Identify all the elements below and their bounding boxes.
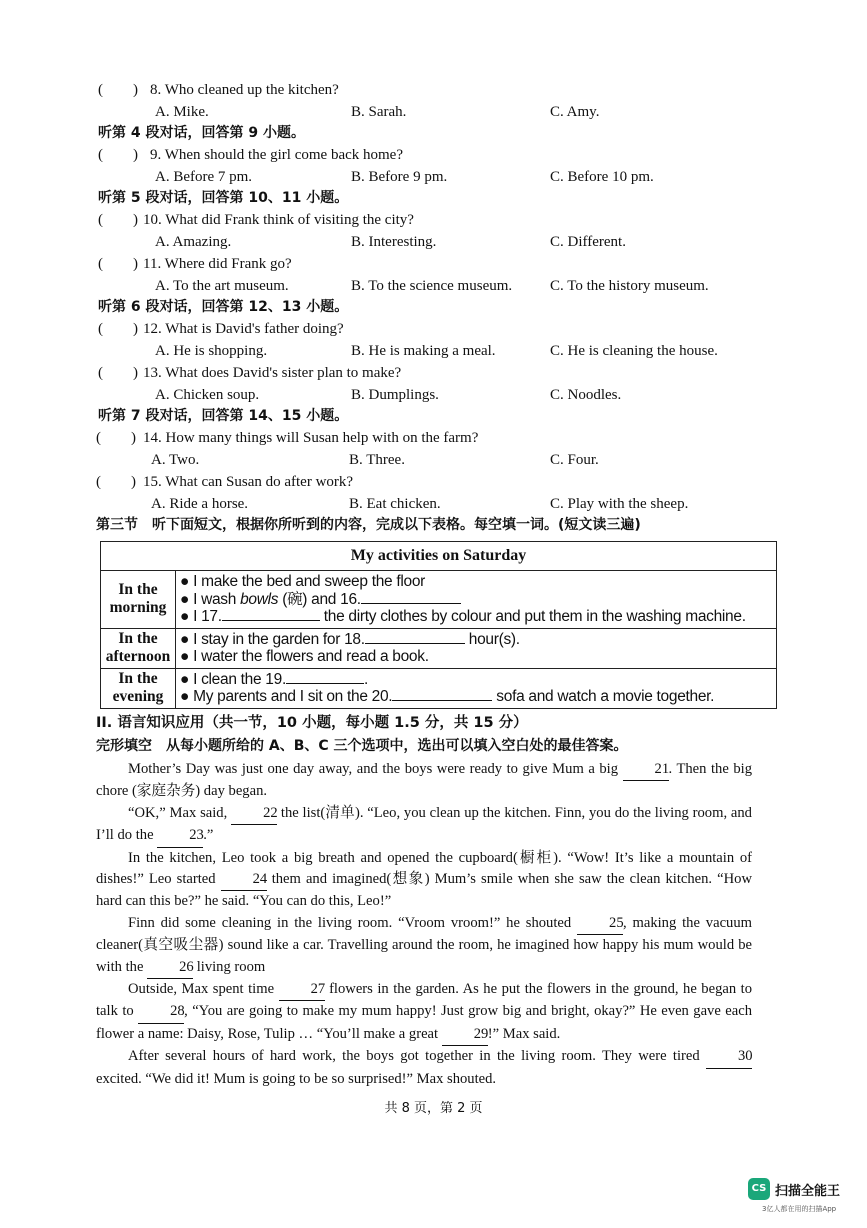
question-text: 10. What did Frank think of visiting the city?	[143, 212, 414, 228]
question-10	[98, 210, 414, 230]
afternoon-label: In the afternoon	[101, 628, 176, 668]
paragraph: “OK,” Max said, 22 the list(清单). “Leo, you clean up the kitchen. Finn, you do the living room, and I’ll do the 23.”	[96, 803, 752, 848]
option-a: A. To the art museum.	[155, 278, 289, 294]
question-14	[96, 428, 478, 448]
list-item: ● I wash bowls (碗) and 16.	[180, 591, 772, 609]
blank-25[interactable]: 25	[577, 913, 623, 935]
list-item: ● My parents and I sit on the 20. sofa and watch a movie together.	[180, 688, 715, 705]
table-title: My activities on Saturday	[101, 542, 777, 571]
question-text: 13. What does David's sister plan to make?	[143, 365, 402, 381]
question-text: 11. Where did Frank go?	[143, 256, 292, 272]
blank-28[interactable]: 28	[138, 1001, 184, 1023]
answer-paren: ( )	[98, 365, 138, 381]
item-text: .	[363, 670, 368, 688]
question-text: 14. How many things will Susan help with on the farm?	[143, 430, 479, 446]
answer-paren: ( )	[98, 82, 138, 98]
answer-paren: ( )	[98, 147, 138, 163]
section-3-heading: 第三节 听下面短文，根据你所听到的内容，完成以下表格。每空填一词。(短文读三遍)	[96, 517, 641, 533]
list-item: ● I make the bed and sweep the floor	[180, 573, 426, 590]
item-text: (碗) and 16.	[278, 590, 361, 608]
list-item: ● I water the flowers and read a book.	[180, 648, 429, 665]
answer-paren: ( )	[98, 321, 138, 337]
option-c: C. Amy.	[550, 104, 600, 120]
question-text: 12. What is David's father doing?	[143, 321, 344, 337]
blank-19[interactable]	[286, 683, 364, 684]
paragraph: After several hours of hard work, the boys got together in the living room. They were tired 30 excited. “We did it! Mum is going to be so surprised!” Max shouted.	[96, 1048, 753, 1087]
answer-paren: ( )	[96, 430, 136, 446]
option-c: C. To the history museum.	[550, 278, 709, 294]
item-text: I stay in the garden for 18.	[193, 630, 365, 648]
blank-18[interactable]	[365, 643, 465, 644]
scanner-name: 扫描全能王	[775, 1184, 841, 1199]
option-c: C. Different.	[550, 234, 626, 250]
option-c: C. Four.	[550, 452, 599, 468]
blank-22[interactable]: 22	[231, 803, 277, 825]
evening-label: In the evening	[101, 668, 176, 708]
question-12	[98, 319, 344, 339]
cloze-passage	[96, 759, 752, 1090]
item-text: I water the flowers and read a book.	[193, 648, 429, 665]
cloze-instruction: 完形填空 从每小题所给的 A、B、C 三个选项中，选出可以填入空白处的最佳答案。	[96, 738, 628, 754]
answer-paren: ( )	[98, 256, 138, 272]
answer-paren: ( )	[96, 474, 136, 490]
question-9	[98, 145, 403, 165]
option-b: B. Three.	[349, 452, 405, 468]
option-b: B. To the science museum.	[351, 278, 513, 294]
item-text: I 17.	[193, 608, 222, 625]
option-b: B. Dumplings.	[351, 387, 439, 403]
paragraph: Mother’s Day was just one day away, and the boys were ready to give Mum a big 21. Then the big chore (家庭杂务) day began.	[96, 761, 753, 800]
dialogue-4-heading: 听第 4 段对话，回答第 9 小题。	[98, 125, 305, 141]
option-b: B. Interesting.	[351, 234, 437, 250]
blank-26[interactable]: 26	[147, 957, 193, 979]
option-b: B. Eat chicken.	[349, 496, 441, 512]
option-a: A. Chicken soup.	[155, 387, 260, 403]
blank-16[interactable]	[361, 603, 461, 604]
blank-30[interactable]: 30	[706, 1046, 752, 1068]
option-a: A. Two.	[151, 452, 200, 468]
item-text: sofa and watch a movie together.	[492, 688, 715, 705]
blank-21[interactable]: 21	[623, 759, 669, 781]
blank-23[interactable]: 23	[157, 825, 203, 847]
paragraph: In the kitchen, Leo took a big breath and opened the cupboard(橱柜). “Wow! It’s like a mountain of dishes!” Leo started 24 them and imagined(想象) Mum’s smile when she saw the clean kitchen. “How hard can this be?” he said. “You can do this, Leo!”	[96, 849, 752, 910]
afternoon-items	[176, 628, 777, 668]
list-item: ● I 17. the dirty clothes by colour and put them in the washing machine.	[180, 608, 746, 625]
part-2-heading: II. 语言知识应用（共一节，10 小题，每小题 1.5 分，共 15 分）	[96, 715, 528, 731]
answer-paren: ( )	[98, 212, 138, 228]
blank-17[interactable]	[222, 620, 320, 621]
item-italic: bowls	[240, 590, 279, 608]
option-a: A. Ride a horse.	[151, 496, 249, 512]
question-text: 15. What can Susan do after work?	[143, 474, 354, 490]
option-a: A. Amazing.	[155, 234, 232, 250]
morning-items	[176, 571, 777, 629]
paragraph: Finn did some cleaning in the living room. “Vroom vroom!” he shouted 25, making the vacuum cleaner(真空吸尘器) sound like a car. Travelling around the room, he imagined how happy his mum would be with the 26 living room	[96, 913, 752, 979]
option-a: A. Mike.	[155, 104, 209, 120]
evening-items	[176, 668, 777, 708]
option-c: C. He is cleaning the house.	[550, 343, 718, 359]
paragraph: Outside, Max spent time 27 flowers in the garden. As he put the flowers in the ground, he began to talk to 28, “You are going to make my mum happy! Just grow big and bright, okay?” He even gave each flower a name: Daisy, Rose, Tulip … “You’ll make a great 29!” Max said.	[96, 979, 752, 1046]
item-text: I make the bed and sweep the floor	[193, 573, 426, 590]
option-b: B. Sarah.	[351, 104, 407, 120]
list-item: ● I clean the 19. .	[180, 670, 368, 688]
dialogue-7-heading: 听第 7 段对话，回答第 14、15 小题。	[98, 408, 349, 424]
blank-29[interactable]: 29	[442, 1024, 488, 1046]
option-a: A. He is shopping.	[155, 343, 268, 359]
option-a: A. Before 7 pm.	[155, 169, 253, 185]
question-15	[96, 472, 353, 492]
morning-label: In the morning	[101, 571, 176, 629]
blank-20[interactable]	[392, 700, 492, 701]
option-b: B. Before 9 pm.	[351, 169, 448, 185]
question-13	[98, 363, 401, 383]
page-footer: 共 8 页，第 2 页	[384, 1101, 483, 1116]
item-text: the dirty clothes by colour and put them in the washing machine.	[319, 608, 746, 625]
dialogue-6-heading: 听第 6 段对话，回答第 12、13 小题。	[98, 299, 349, 315]
question-8	[98, 80, 339, 100]
dialogue-5-heading: 听第 5 段对话，回答第 10、11 小题。	[98, 190, 349, 206]
option-c: C. Noodles.	[550, 387, 622, 403]
scanner-slogan: 3亿人都在用的扫描App	[762, 1205, 837, 1213]
option-c: C. Play with the sheep.	[550, 496, 689, 512]
blank-24[interactable]: 24	[221, 869, 267, 891]
activities-table	[100, 541, 777, 709]
option-b: B. He is making a meal.	[351, 343, 496, 359]
item-text: I clean the 19.	[193, 670, 286, 688]
question-text: 8. Who cleaned up the kitchen?	[150, 82, 339, 98]
item-text: hour(s).	[464, 630, 520, 648]
list-item: ● I stay in the garden for 18. hour(s).	[180, 630, 520, 648]
item-text: My parents and I sit on the 20.	[193, 688, 393, 705]
scanner-logo-icon: CS	[748, 1178, 770, 1200]
blank-27[interactable]: 27	[279, 979, 325, 1001]
question-text: 9. When should the girl come back home?	[150, 147, 403, 163]
question-11	[98, 254, 292, 274]
option-c: C. Before 10 pm.	[550, 169, 654, 185]
item-text: I wash	[193, 590, 241, 608]
